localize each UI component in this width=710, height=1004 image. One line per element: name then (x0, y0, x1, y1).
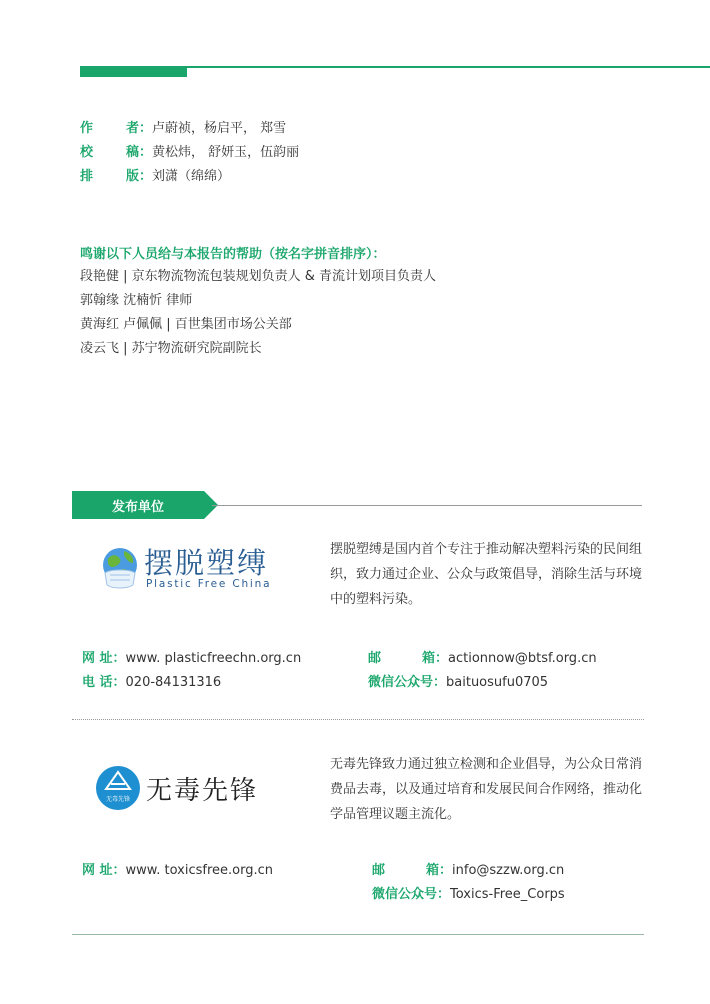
credit-proofreader: 校 稿：黄松炜， 舒妍玉，伍韵丽 (80, 145, 300, 160)
org2-logo-name: 无毒先锋 (146, 776, 259, 806)
org2-website-value[interactable]: www. toxicsfree.org.cn (125, 863, 273, 878)
org2-email-value[interactable]: info@szzw.org.cn (452, 863, 565, 878)
divider (72, 719, 644, 720)
header-accent-block (80, 66, 187, 77)
credit-layout: 排 版：刘潇（绵绵） (80, 169, 231, 184)
thanks-title: 鸣谢以下人员给与本报告的帮助（按名字拼音排序）： (80, 247, 386, 262)
section-rule (212, 505, 642, 506)
badge-text: 无毒先锋 (105, 796, 131, 803)
org2-wechat-value: Toxics-Free_Corps (450, 887, 565, 902)
org1-email: 邮 箱：actionnow@btsf.org.cn (368, 651, 597, 666)
credit-layout-value: 刘潇（绵绵） (152, 169, 231, 184)
org1-wechat: 微信公众号：baituosufu0705 (368, 675, 549, 690)
thanks-line: 段艳健 | 京东物流物流包装规划负责人 & 青流计划项目负责人 (80, 269, 437, 284)
org2-wechat: 微信公众号：Toxics-Free_Corps (372, 887, 565, 902)
org2-description: 无毒先锋致力通过独立检测和企业倡导，为公众日常消费品去毒，以及通过培育和发展民间合作网络，推动化学品管理议题主流化。 (330, 757, 643, 822)
org1-website: 网 址：www. plasticfreechn.org.cn (82, 651, 302, 666)
footer-rule (72, 934, 644, 935)
org1-phone: 电 话：020-84131316 (82, 675, 222, 690)
org1-wechat-value: baituosufu0705 (446, 675, 549, 690)
org2-email: 邮 箱：info@szzw.org.cn (372, 863, 565, 878)
toxics-free-badge-icon (95, 765, 141, 811)
org1-phone-value: 020-84131316 (125, 675, 222, 690)
earth-icon (100, 543, 140, 591)
thanks-line: 黄海红 卢佩佩 | 百世集团市场公关部 (80, 317, 292, 332)
credit-author-value: 卢蔚祯，杨启平， 郑雪 (152, 121, 287, 136)
org1-logo-english: Plastic Free China (146, 578, 272, 590)
org1-website-value[interactable]: www. plasticfreechn.org.cn (125, 651, 302, 666)
credit-proofreader-value: 黄松炜， 舒妍玉，伍韵丽 (152, 145, 300, 160)
org1-email-value[interactable]: actionnow@btsf.org.cn (448, 651, 597, 666)
thanks-line: 凌云飞 | 苏宁物流研究院副院长 (80, 341, 262, 356)
org1-logo-name: 摆脱塑缚 (144, 546, 269, 580)
credit-author: 作 者：卢蔚祯，杨启平， 郑雪 (80, 121, 287, 136)
section-title: 发布单位 (112, 500, 165, 515)
org2-website: 网 址：www. toxicsfree.org.cn (82, 863, 273, 878)
org1-description: 摆脱塑缚是国内首个专注于推动解决塑料污染的民间组织，致力通过企业、公众与政策倡导，消除生活与环境中的塑料污染。 (330, 542, 643, 607)
thanks-line: 郭翰缘 沈楠忻 律师 (80, 293, 193, 308)
